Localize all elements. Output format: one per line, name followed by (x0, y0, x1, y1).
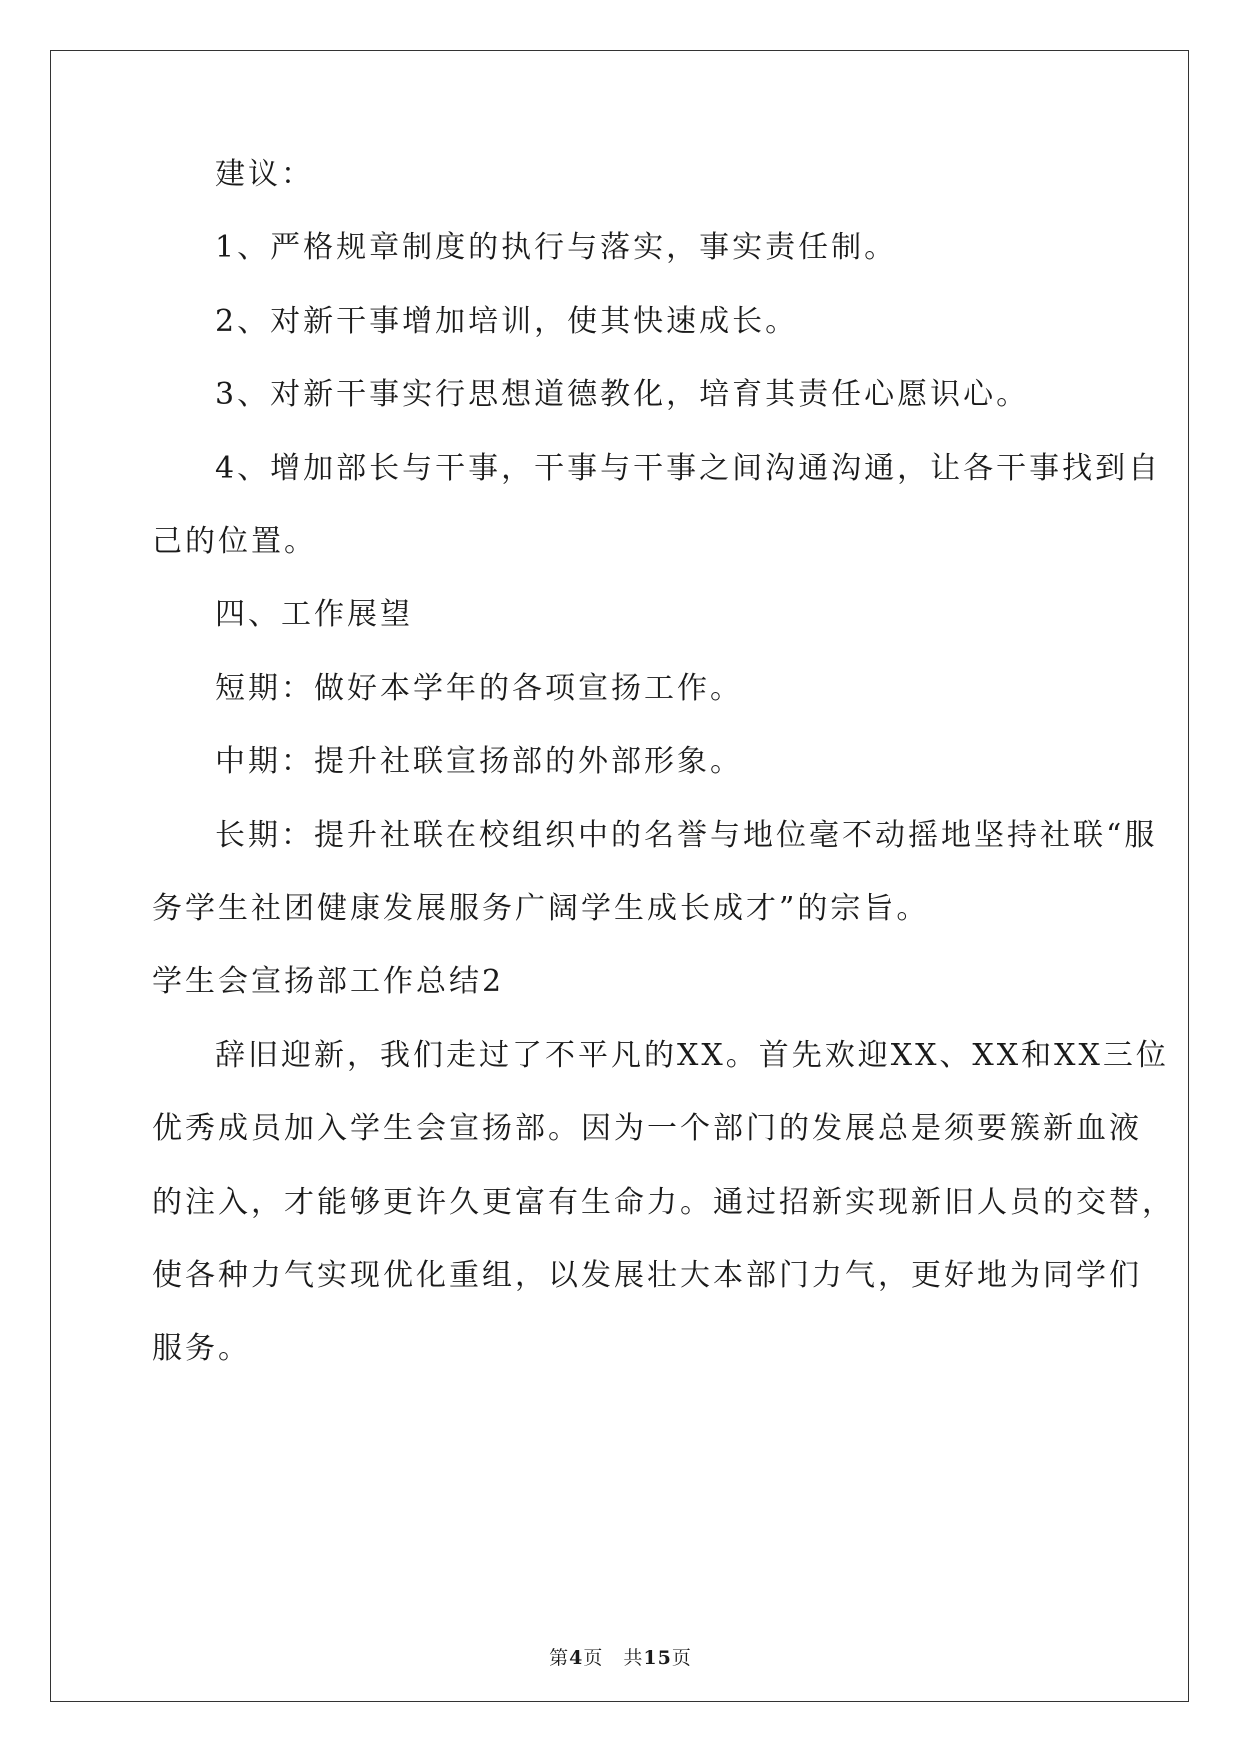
paragraph-line: 建议： (215, 157, 314, 192)
paragraph-line: 长期：提升社联在校组织中的名誉与地位毫不动摇地坚持社联“服 (215, 818, 1158, 853)
footer-suffix: 页 (671, 1647, 692, 1669)
paragraph-line: 4、增加部长与干事，干事与干事之间沟通沟通，让各干事找到自 (215, 451, 1162, 486)
page-footer (0, 1643, 1241, 1670)
paragraph-line: 己的位置。 (152, 524, 317, 559)
document-title: 学生会宣扬部工作总结2 (152, 964, 505, 999)
paragraph-line: 1、严格规章制度的执行与落实，事实责任制。 (215, 230, 898, 265)
footer-prefix: 第 (549, 1647, 570, 1669)
total-page-number: 15 (643, 1647, 672, 1669)
paragraph-line: 辞旧迎新，我们走过了不平凡的XX。首先欢迎XX、XX和XX三位 (215, 1038, 1169, 1073)
page-border (50, 50, 1189, 1702)
paragraph-line: 务学生社团健康发展服务广阔学生成长成才”的宗旨。 (152, 891, 930, 926)
paragraph-line: 服务。 (152, 1331, 251, 1366)
paragraph-line: 使各种力气实现优化重组，以发展壮大本部门力气，更好地为同学们 (152, 1258, 1142, 1293)
paragraph-line: 2、对新干事增加培训，使其快速成长。 (215, 304, 799, 339)
paragraph-line: 3、对新干事实行思想道德教化，培育其责任心愿识心。 (215, 377, 1030, 412)
paragraph-line: 短期：做好本学年的各项宣扬工作。 (215, 671, 743, 706)
paragraph-line: 优秀成员加入学生会宣扬部。因为一个部门的发展总是须要簇新血液 (152, 1111, 1142, 1146)
section-heading: 四、工作展望 (215, 597, 413, 632)
current-page-number: 4 (569, 1647, 584, 1669)
paragraph-line: 中期：提升社联宣扬部的外部形象。 (215, 744, 743, 779)
footer-mid: 页 共 (583, 1647, 644, 1669)
paragraph-line: 的注入，才能够更许久更富有生命力。通过招新实现新旧人员的交替， (152, 1185, 1175, 1220)
